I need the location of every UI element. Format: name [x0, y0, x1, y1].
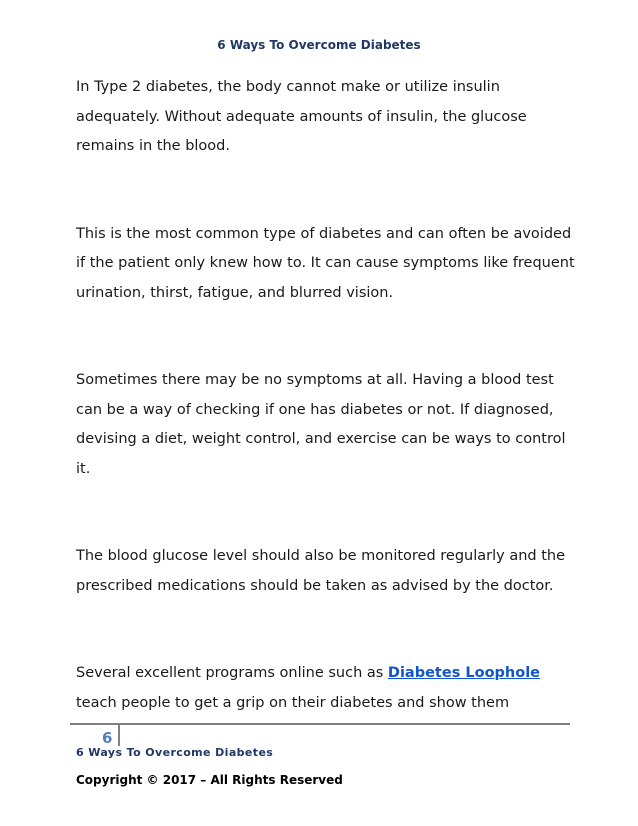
footer-divider	[70, 723, 570, 725]
paragraph-5-lead-text: Several excellent programs online such as	[76, 665, 388, 681]
paragraph-spacer	[76, 601, 576, 659]
paragraph-spacer	[76, 162, 576, 220]
page-body	[76, 73, 576, 718]
paragraph-spacer	[76, 308, 576, 366]
paragraph-5	[76, 659, 576, 718]
footer-title: 6 Ways To Overcome Diabetes	[76, 746, 274, 759]
paragraph-spacer	[76, 484, 576, 542]
page-number: 6	[102, 729, 113, 747]
paragraph-2: This is the most common type of diabetes and can often be avoided if the patient only knew how to. It can cause symptoms like frequent urination, thirst, fatigue, and blurred vision.	[76, 225, 575, 301]
paragraph-4: The blood glucose level should also be monitored regularly and the prescribed medications should be taken as advised by the doctor.	[76, 548, 566, 594]
running-header-title: 6 Ways To Overcome Diabetes	[217, 38, 421, 52]
page-number-divider	[118, 725, 120, 746]
paragraph-1: In Type 2 diabetes, the body cannot make or utilize insulin adequately. Without adequate amounts of insulin, the glucose remains in the blood.	[76, 79, 527, 154]
copyright-notice: Copyright © 2017 – All Rights Reserved	[76, 773, 343, 787]
paragraph-3: Sometimes there may be no symptoms at all. Having a blood test can be a way of checking if one has diabetes or not. If diagnosed, devising a diet, weight control, and exercise can be ways to control it.	[76, 372, 566, 477]
paragraph-5-trailing-text: teach people to get a grip on their diabetes and show them	[76, 694, 510, 711]
diabetes-loophole-link[interactable]: Diabetes Loophole	[387, 665, 541, 681]
